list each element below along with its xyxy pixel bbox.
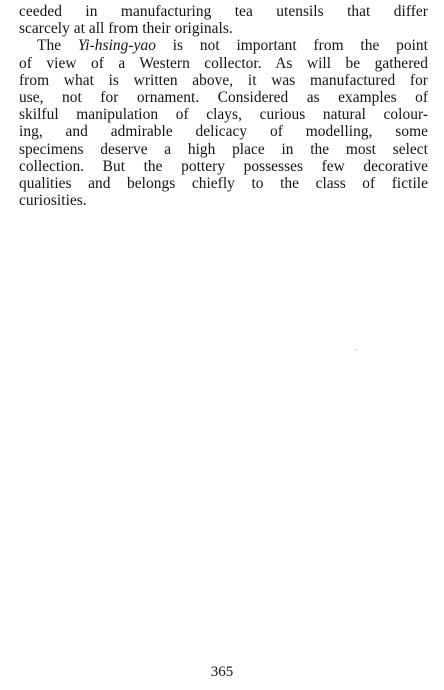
text-line-8: ing, and admirable delicacy of modelling, some xyxy=(19,123,428,141)
page-number: 365 xyxy=(210,664,234,680)
text-line-2: scarcely at all from their originals. xyxy=(19,20,233,38)
text-line-11: qualities and belongs chiefly to the class of fictile xyxy=(19,174,428,192)
paragraph-first-line xyxy=(19,37,428,54)
text-line-10: collection. But the pottery possesses few decorative xyxy=(19,157,428,175)
text-line-6: use, not for ornament. Considered as examples of xyxy=(19,88,428,106)
text-line-7: skilful manipulation of clays, curious natural colour- xyxy=(19,106,428,124)
body-text xyxy=(19,3,428,209)
text-line-4: of view of a Western collector. As will be gathered xyxy=(19,54,428,72)
text-line-1: ceeded in manufacturing tea utensils that differ xyxy=(19,3,428,20)
italic-term: Yi-hsing-yao xyxy=(77,37,156,55)
paragraph-start-word: The xyxy=(37,37,62,55)
text-line-12: curiosities. xyxy=(19,192,87,210)
text-line-9: specimens deserve a high place in the most select xyxy=(19,140,428,158)
print-speck xyxy=(355,349,356,350)
text-line-3: is not important from the point xyxy=(172,37,428,55)
text-line-5: from what is written above, it was manufactured for xyxy=(19,71,428,89)
